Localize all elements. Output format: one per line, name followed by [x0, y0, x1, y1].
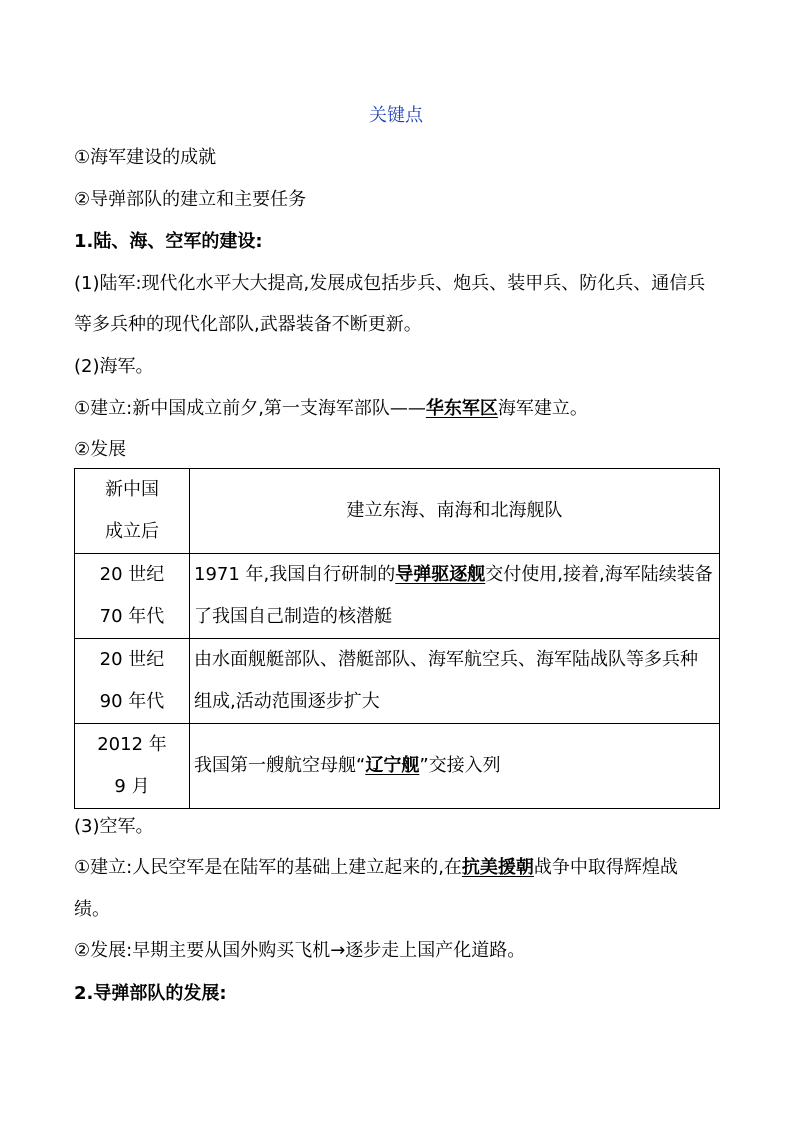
navy-heading: (2)海军。	[74, 356, 154, 377]
navy-founding-post: 海军建立。	[497, 398, 588, 419]
period-cell: 新中国 成立后	[75, 469, 190, 554]
period-cell: 20 世纪 90 年代	[75, 639, 190, 724]
liaoning-keyword: 辽宁舰	[365, 755, 420, 776]
navy-development-table	[74, 468, 720, 809]
navy-founding	[74, 397, 588, 421]
period-cell: 2012 年 9 月	[75, 724, 190, 809]
description-cell: 由水面舰艇部队、潜艇部队、海军航空兵、海军陆战队等多兵种 组成,活动范围逐步扩大	[190, 639, 720, 724]
description-cell: 1971 年,我国自行研制的导弹驱逐舰交付使用,接着,海军陆续装备 了我国自己制造的核潜艇	[190, 554, 720, 639]
navy-founding-pre: ①建立:新中国成立前夕,第一支海军部队——	[74, 398, 426, 419]
airforce-founding: ①建立:人民空军是在陆军的基础上建立起来的,在抗美援朝战争中取得辉煌战	[74, 857, 678, 878]
table-row	[75, 639, 720, 724]
section1-heading: 1.陆、海、空军的建设:	[74, 231, 263, 252]
army-text-line1: (1)陆军:现代化水平大大提高,发展成包括步兵、炮兵、装甲兵、防化兵、通信兵	[74, 273, 706, 294]
keypoint-1: ①海军建设的成就	[74, 147, 217, 168]
navy-founding-keyword: 华东军区	[425, 398, 498, 419]
keypoint-2: ②导弹部队的建立和主要任务	[74, 189, 307, 210]
period-cell: 20 世纪 70 年代	[75, 554, 190, 639]
airforce-founding-line2: 绩。	[74, 899, 110, 920]
table-row	[75, 469, 720, 554]
table-row	[75, 724, 720, 809]
korea-war-keyword: 抗美援朝	[461, 857, 534, 878]
table-row	[75, 554, 720, 639]
description-cell: 我国第一艘航空母舰“辽宁舰”交接入列	[190, 724, 720, 809]
section2-heading: 2.导弹部队的发展:	[74, 983, 227, 1004]
navy-development-label: ②发展	[74, 439, 127, 460]
missile-destroyer-keyword: 导弹驱逐舰	[395, 564, 486, 585]
airforce-development: ②发展:早期主要从国外购买飞机→逐步走上国产化道路。	[74, 940, 526, 961]
army-text-line2: 等多兵种的现代化部队,武器装备不断更新。	[74, 314, 422, 335]
page-title: 关键点	[369, 105, 423, 126]
airforce-heading: (3)空军。	[74, 816, 154, 837]
description-cell: 建立东海、南海和北海舰队	[190, 469, 720, 554]
